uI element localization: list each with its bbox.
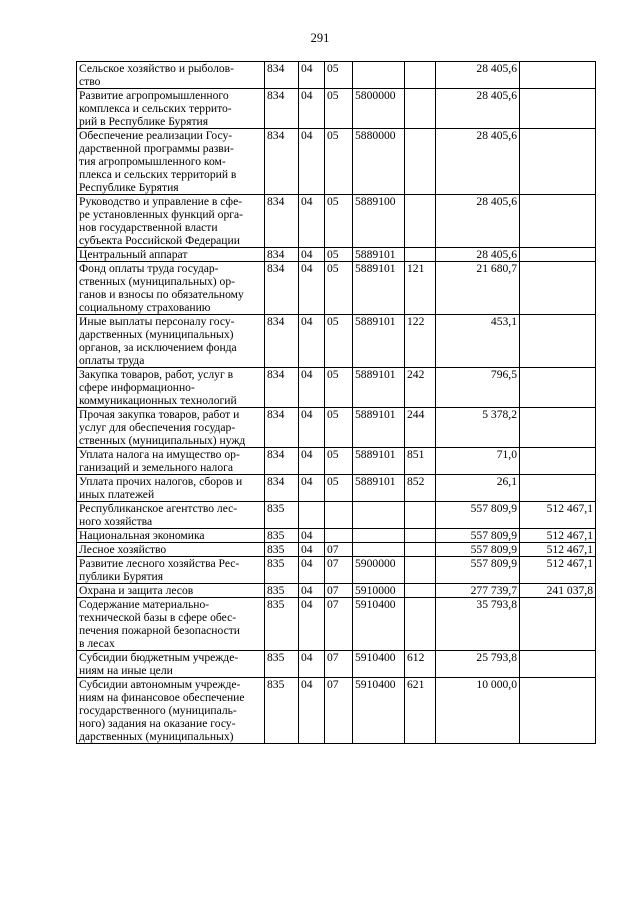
- section-code: 04: [299, 529, 325, 543]
- target-article-code: 5910000: [353, 584, 405, 598]
- table-row: [77, 678, 596, 744]
- row-name: Охрана и защита лесов: [77, 584, 265, 598]
- subsection-code: 05: [325, 262, 353, 315]
- subsection-code: 07: [325, 584, 353, 598]
- section-code: 04: [299, 448, 325, 475]
- expense-type-code: 612: [405, 651, 436, 678]
- section-code: 04: [299, 129, 325, 195]
- row-name: Руководство и управление в сфе- ре установленных функций орга- нов государственной власти субъекта Российской Федерации: [77, 195, 265, 248]
- amount-year1: 796,5: [436, 368, 520, 408]
- target-article-code: [353, 62, 405, 89]
- table-row: [77, 529, 596, 543]
- section-code: 04: [299, 262, 325, 315]
- target-article-code: 5889101: [353, 262, 405, 315]
- amount-year2: [520, 62, 596, 89]
- ministry-code: 835: [265, 529, 299, 543]
- expense-type-code: 244: [405, 408, 436, 448]
- row-name: Фонд оплаты труда государ- ственных (муниципальных) ор- ганов и взносы по обязательному социальному страхованию: [77, 262, 265, 315]
- amount-year2: [520, 89, 596, 129]
- subsection-code: 07: [325, 543, 353, 557]
- table-row: [77, 129, 596, 195]
- amount-year2: [520, 315, 596, 368]
- target-article-code: [353, 502, 405, 529]
- table-row: [77, 368, 596, 408]
- row-name: Уплата налога на имущество ор- ганизаций и земельного налога: [77, 448, 265, 475]
- row-name: Развитие лесного хозяйства Рес- публики Бурятия: [77, 557, 265, 584]
- amount-year2: [520, 129, 596, 195]
- table-row: [77, 62, 596, 89]
- section-code: 04: [299, 89, 325, 129]
- section-code: [299, 502, 325, 529]
- ministry-code: 834: [265, 262, 299, 315]
- ministry-code: 835: [265, 678, 299, 744]
- expense-type-code: [405, 598, 436, 651]
- section-code: 04: [299, 475, 325, 502]
- expense-type-code: 621: [405, 678, 436, 744]
- row-name: Центральный аппарат: [77, 248, 265, 262]
- table-row: [77, 651, 596, 678]
- amount-year2: [520, 678, 596, 744]
- target-article-code: 5910400: [353, 678, 405, 744]
- amount-year2: [520, 651, 596, 678]
- row-name: Содержание материально- технической базы в сфере обес- печения пожарной безопасности в лесах: [77, 598, 265, 651]
- subsection-code: 07: [325, 678, 353, 744]
- subsection-code: [325, 502, 353, 529]
- expense-type-code: [405, 543, 436, 557]
- subsection-code: 05: [325, 195, 353, 248]
- row-name: Субсидии бюджетным учрежде- ниям на иные цели: [77, 651, 265, 678]
- target-article-code: 5910400: [353, 651, 405, 678]
- expense-type-code: 851: [405, 448, 436, 475]
- subsection-code: 05: [325, 448, 353, 475]
- expense-type-code: 122: [405, 315, 436, 368]
- subsection-code: 05: [325, 315, 353, 368]
- ministry-code: 834: [265, 368, 299, 408]
- row-name: Лесное хозяйство: [77, 543, 265, 557]
- amount-year1: 28 405,6: [436, 89, 520, 129]
- section-code: 04: [299, 248, 325, 262]
- target-article-code: 5910400: [353, 598, 405, 651]
- expense-type-code: [405, 584, 436, 598]
- amount-year2: 512 467,1: [520, 529, 596, 543]
- table-row: [77, 195, 596, 248]
- section-code: 04: [299, 408, 325, 448]
- expense-type-code: [405, 502, 436, 529]
- section-code: 04: [299, 543, 325, 557]
- target-article-code: 5889101: [353, 368, 405, 408]
- table-row: [77, 584, 596, 598]
- ministry-code: 834: [265, 315, 299, 368]
- expense-type-code: [405, 195, 436, 248]
- table-row: [77, 502, 596, 529]
- ministry-code: 835: [265, 598, 299, 651]
- amount-year1: 5 378,2: [436, 408, 520, 448]
- target-article-code: [353, 543, 405, 557]
- section-code: 04: [299, 62, 325, 89]
- expense-type-code: 242: [405, 368, 436, 408]
- ministry-code: 835: [265, 502, 299, 529]
- amount-year1: 557 809,9: [436, 543, 520, 557]
- ministry-code: 834: [265, 448, 299, 475]
- amount-year1: 26,1: [436, 475, 520, 502]
- subsection-code: 05: [325, 248, 353, 262]
- amount-year2: [520, 448, 596, 475]
- ministry-code: 834: [265, 129, 299, 195]
- expense-type-code: 852: [405, 475, 436, 502]
- amount-year1: 557 809,9: [436, 502, 520, 529]
- amount-year2: [520, 262, 596, 315]
- target-article-code: 5889101: [353, 475, 405, 502]
- page-number: 291: [310, 31, 330, 45]
- amount-year2: [520, 368, 596, 408]
- row-name: Субсидии автономным учрежде- ниям на финансовое обеспечение государственного (муниципаль- ного) задания на оказание госу- дарственных (муниципальных): [77, 678, 265, 744]
- subsection-code: 05: [325, 62, 353, 89]
- target-article-code: 5889101: [353, 248, 405, 262]
- ministry-code: 835: [265, 543, 299, 557]
- table-row: [77, 89, 596, 129]
- table-row: [77, 475, 596, 502]
- amount-year1: 277 739,7: [436, 584, 520, 598]
- amount-year1: 71,0: [436, 448, 520, 475]
- row-name: Иные выплаты персоналу госу- дарственных (муниципальных) органов, за исключением фонда оплаты труда: [77, 315, 265, 368]
- amount-year1: 28 405,6: [436, 62, 520, 89]
- ministry-code: 834: [265, 248, 299, 262]
- section-code: 04: [299, 651, 325, 678]
- row-name: Закупка товаров, работ, услуг в сфере информационно- коммуникационных технологий: [77, 368, 265, 408]
- ministry-code: 834: [265, 62, 299, 89]
- row-name: Республиканское агентство лес- ного хозяйства: [77, 502, 265, 529]
- section-code: 04: [299, 584, 325, 598]
- section-code: 04: [299, 368, 325, 408]
- amount-year2: [520, 475, 596, 502]
- section-code: 04: [299, 678, 325, 744]
- table-row: [77, 262, 596, 315]
- ministry-code: 834: [265, 475, 299, 502]
- target-article-code: 5889100: [353, 195, 405, 248]
- row-name: Национальная экономика: [77, 529, 265, 543]
- ministry-code: 834: [265, 195, 299, 248]
- row-name: Сельское хозяйство и рыболов- ство: [77, 62, 265, 89]
- target-article-code: 5900000: [353, 557, 405, 584]
- amount-year1: 453,1: [436, 315, 520, 368]
- section-code: 04: [299, 557, 325, 584]
- subsection-code: 07: [325, 651, 353, 678]
- expense-type-code: [405, 529, 436, 543]
- section-code: 04: [299, 315, 325, 368]
- expense-type-code: [405, 248, 436, 262]
- target-article-code: 5800000: [353, 89, 405, 129]
- row-name: Прочая закупка товаров, работ и услуг для обеспечения государ- ственных (муниципальных) нужд: [77, 408, 265, 448]
- ministry-code: 834: [265, 408, 299, 448]
- table-row: [77, 543, 596, 557]
- amount-year2: 241 037,8: [520, 584, 596, 598]
- ministry-code: 834: [265, 89, 299, 129]
- budget-table: [76, 61, 596, 744]
- ministry-code: 835: [265, 651, 299, 678]
- expense-type-code: 121: [405, 262, 436, 315]
- amount-year2: 512 467,1: [520, 543, 596, 557]
- row-name: Уплата прочих налогов, сборов и иных платежей: [77, 475, 265, 502]
- table-row: [77, 557, 596, 584]
- expense-type-code: [405, 129, 436, 195]
- table-row: [77, 248, 596, 262]
- section-code: 04: [299, 598, 325, 651]
- amount-year2: [520, 408, 596, 448]
- amount-year1: 28 405,6: [436, 248, 520, 262]
- target-article-code: [353, 529, 405, 543]
- amount-year2: [520, 598, 596, 651]
- ministry-code: 835: [265, 584, 299, 598]
- amount-year1: 10 000,0: [436, 678, 520, 744]
- table-row: [77, 598, 596, 651]
- amount-year2: 512 467,1: [520, 557, 596, 584]
- subsection-code: 05: [325, 89, 353, 129]
- table-row: [77, 315, 596, 368]
- target-article-code: 5889101: [353, 448, 405, 475]
- expense-type-code: [405, 62, 436, 89]
- subsection-code: 05: [325, 475, 353, 502]
- target-article-code: 5880000: [353, 129, 405, 195]
- expense-type-code: [405, 557, 436, 584]
- target-article-code: 5889101: [353, 408, 405, 448]
- subsection-code: [325, 529, 353, 543]
- amount-year1: 557 809,9: [436, 557, 520, 584]
- table-row: [77, 408, 596, 448]
- target-article-code: 5889101: [353, 315, 405, 368]
- row-name: Развитие агропромышленного комплекса и сельских террито- рий в Республике Бурятия: [77, 89, 265, 129]
- subsection-code: 05: [325, 368, 353, 408]
- table-row: [77, 448, 596, 475]
- amount-year1: 28 405,6: [436, 129, 520, 195]
- subsection-code: 07: [325, 557, 353, 584]
- ministry-code: 835: [265, 557, 299, 584]
- row-name: Обеспечение реализации Госу- дарственной программы разви- тия агропромышленного ком- плекса и сельских территорий в Республике Бурятия: [77, 129, 265, 195]
- amount-year1: 35 793,8: [436, 598, 520, 651]
- amount-year1: 21 680,7: [436, 262, 520, 315]
- amount-year2: 512 467,1: [520, 502, 596, 529]
- subsection-code: 05: [325, 408, 353, 448]
- amount-year2: [520, 248, 596, 262]
- amount-year1: 557 809,9: [436, 529, 520, 543]
- section-code: 04: [299, 195, 325, 248]
- amount-year1: 25 793,8: [436, 651, 520, 678]
- subsection-code: 05: [325, 129, 353, 195]
- expense-type-code: [405, 89, 436, 129]
- amount-year2: [520, 195, 596, 248]
- amount-year1: 28 405,6: [436, 195, 520, 248]
- subsection-code: 07: [325, 598, 353, 651]
